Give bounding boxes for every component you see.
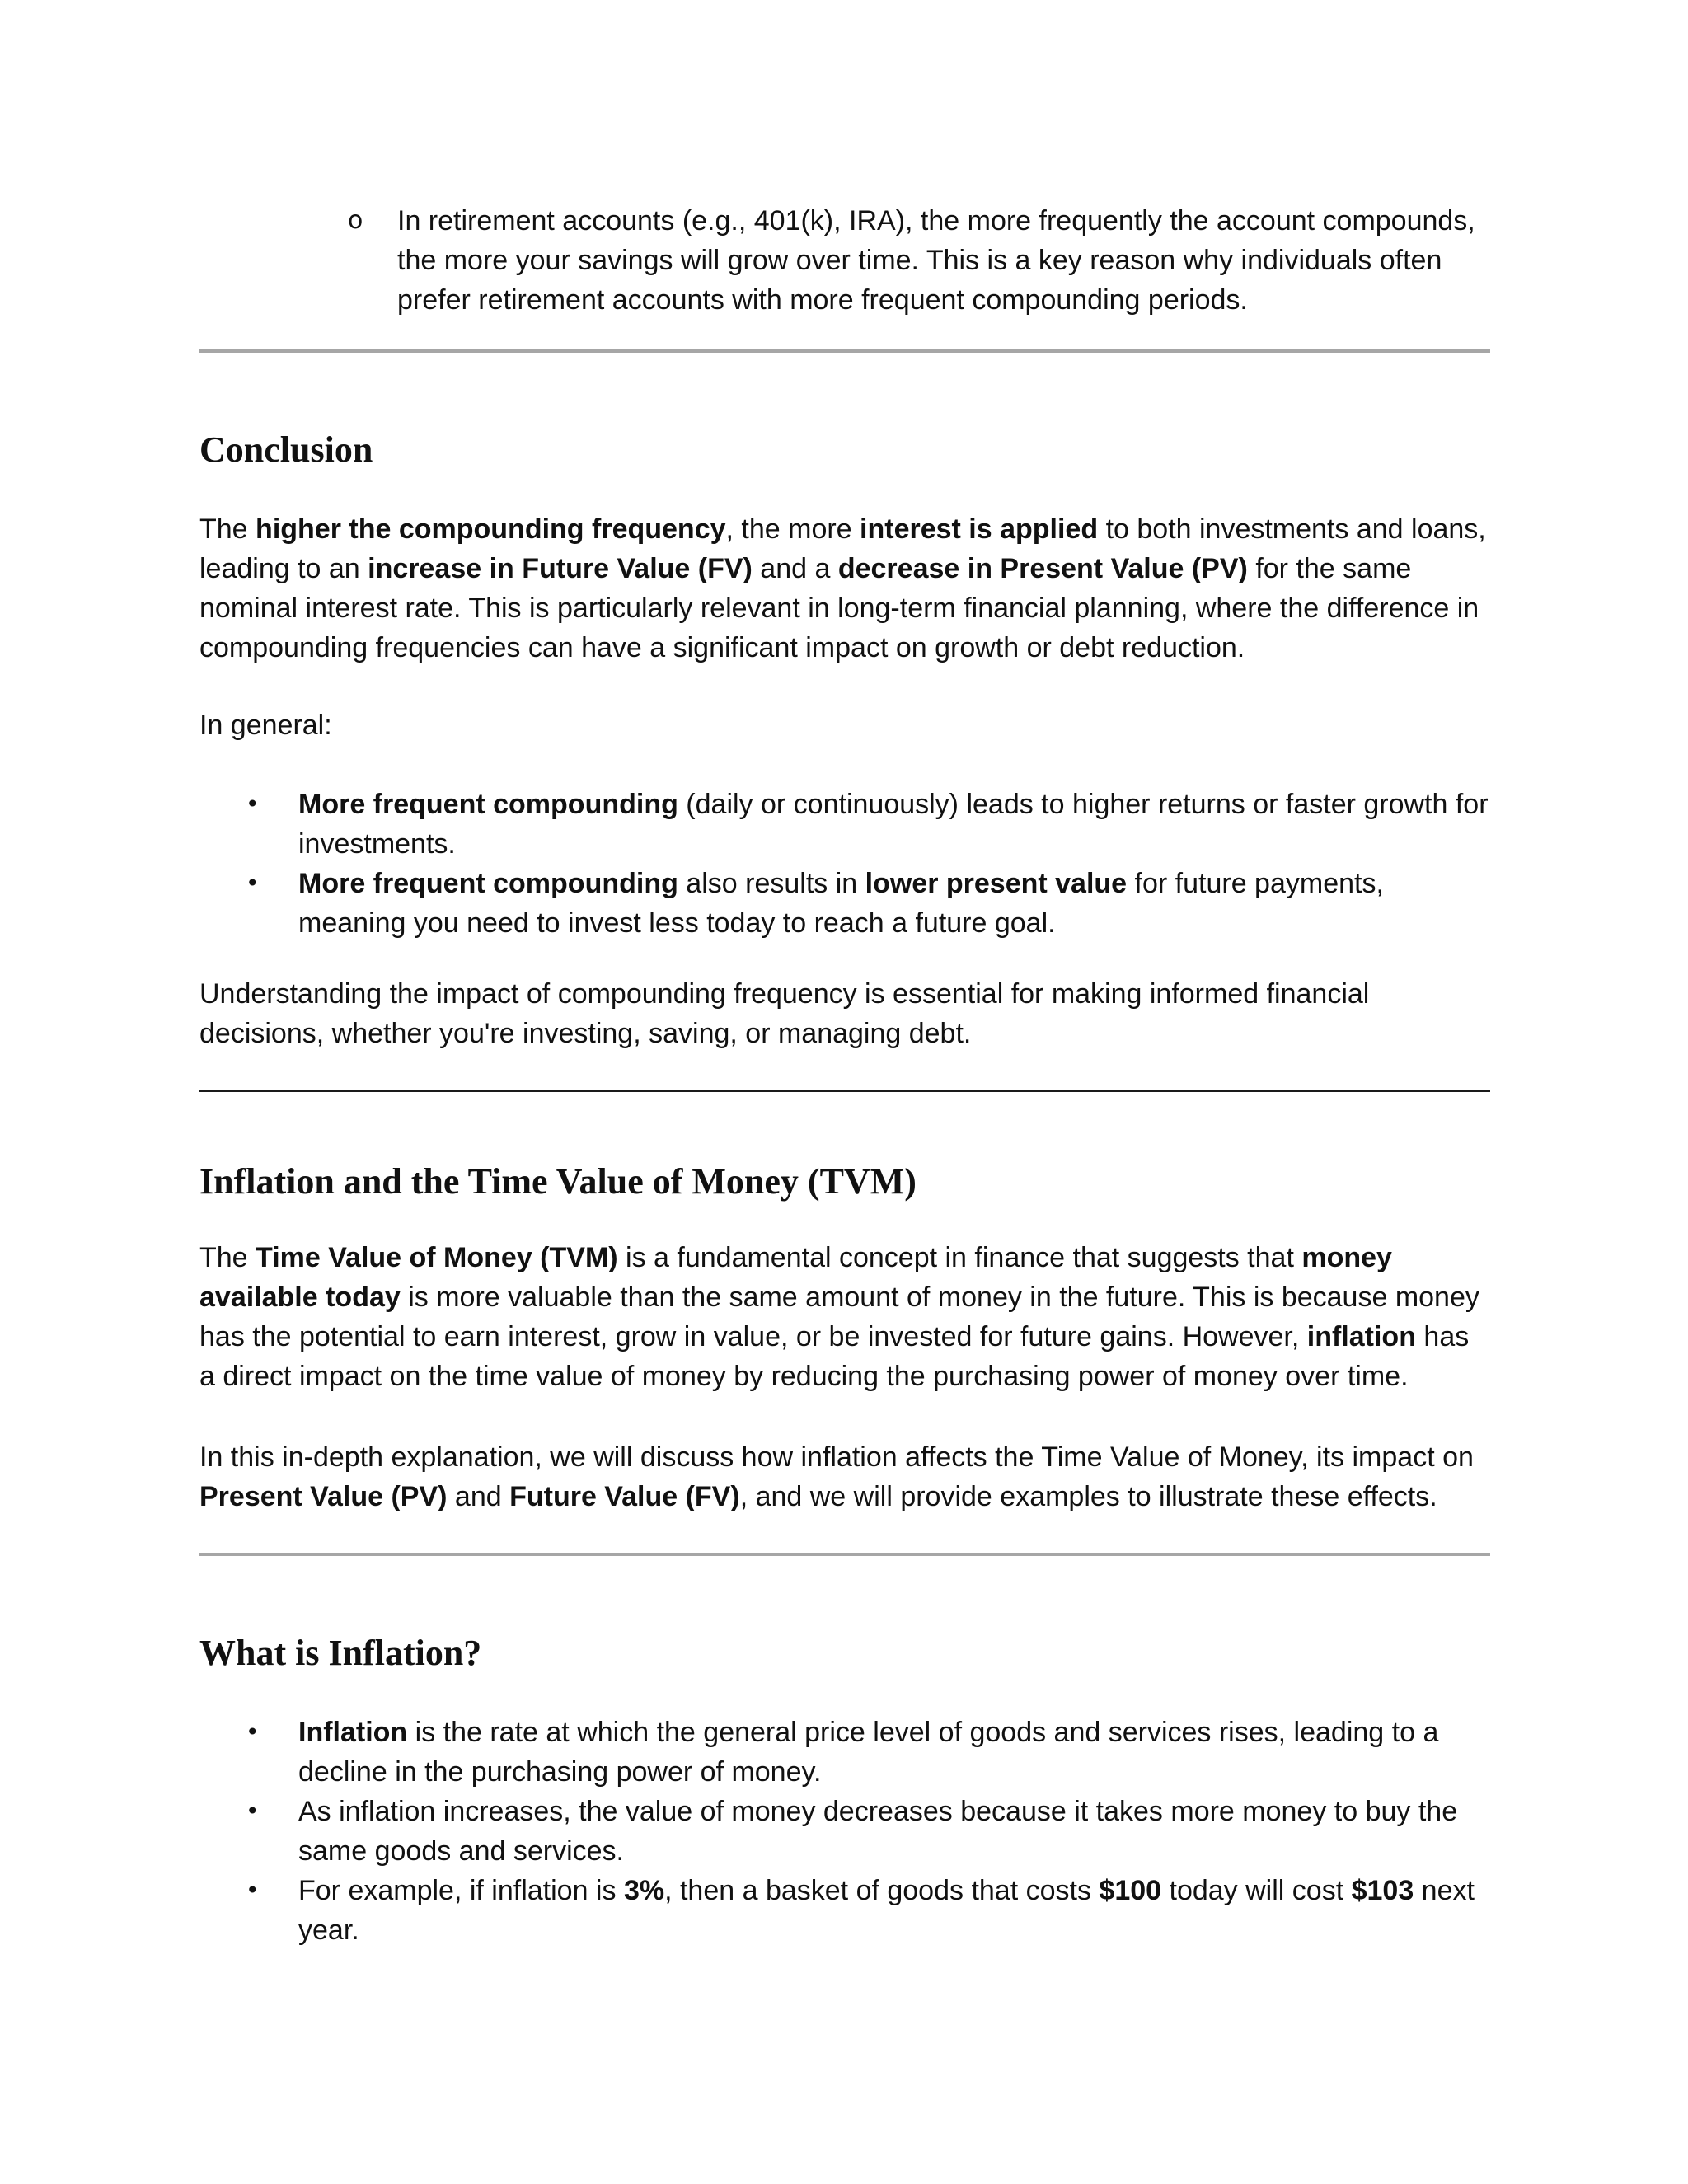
conclusion-paragraph: The higher the compounding frequency, the more interest is applied to both investments and loans, leading to an increase in Future Value (FV) and a decrease in Present Value (PV) for the same nominal interest rate. This is particularly relevant in long-term financial planning, where the difference in compounding frequencies can have a significant impact on growth or debt reduction.: [199, 513, 1486, 663]
bullet-icon: •: [246, 790, 260, 818]
list-item: • More frequent compounding also results in lower present value for future payments, meaning you need to invest less today to reach a future goal.: [199, 864, 1490, 943]
section-heading-inflation: What is Inflation?: [199, 1633, 482, 1673]
list-item: • More frequent compounding (daily or continuously) leads to higher returns or faster growth for investments.: [199, 785, 1490, 864]
list-item: o In retirement accounts (e.g., 401(k), IRA), the more frequently the account compounds, the more your savings will grow over time. This is a key reason why individuals often prefer retirement accounts with more frequent compounding periods.: [199, 201, 1490, 320]
section-heading-conclusion: Conclusion: [199, 429, 373, 470]
list-item: • As inflation increases, the value of money decreases because it takes more money to buy the same goods and services.: [199, 1792, 1490, 1871]
tvm-explanation-paragraph: In this in-depth explanation, we will discuss how inflation affects the Time Value of Money, its impact on Present Value (PV) and Future Value (FV), and we will provide examples to illustrate these effects.: [199, 1441, 1474, 1512]
bullet-icon: •: [246, 1718, 260, 1746]
bullet-icon: •: [246, 869, 260, 897]
tvm-paragraph: The Time Value of Money (TVM) is a fundamental concept in finance that suggests that money available today is more valuable than the same amount of money in the future. This is because money has the potential to earn interest, grow in value, or be invested for future gains. However, inflation has a direct impact on the time value of money by reducing the purchasing power of money over time.: [199, 1242, 1479, 1392]
list-item: • Inflation is the rate at which the general price level of goods and services rises, leading to a decline in the purchasing power of money.: [199, 1713, 1490, 1792]
inflation-bullet-list: [199, 1713, 1490, 1950]
section-divider: [199, 349, 1490, 353]
section-heading-tvm: Inflation and the Time Value of Money (TVM): [199, 1161, 917, 1202]
list-item: • For example, if inflation is 3%, then a basket of goods that costs $100 today will cost $103 next year.: [199, 1871, 1490, 1950]
bullet-icon: •: [246, 1877, 260, 1904]
conclusion-bullet-list: [199, 785, 1490, 943]
section-divider: [199, 1090, 1490, 1092]
bullet-icon: •: [246, 1797, 260, 1825]
conclusion-closing-paragraph: Understanding the impact of compounding frequency is essential for making informed financial decisions, whether you're investing, saving, or managing debt.: [199, 978, 1370, 1049]
section-divider: [199, 1553, 1490, 1556]
in-general-label: In general:: [199, 710, 332, 741]
retirement-subbullet-list: [199, 201, 1490, 320]
circle-bullet-icon: o: [348, 206, 363, 235]
